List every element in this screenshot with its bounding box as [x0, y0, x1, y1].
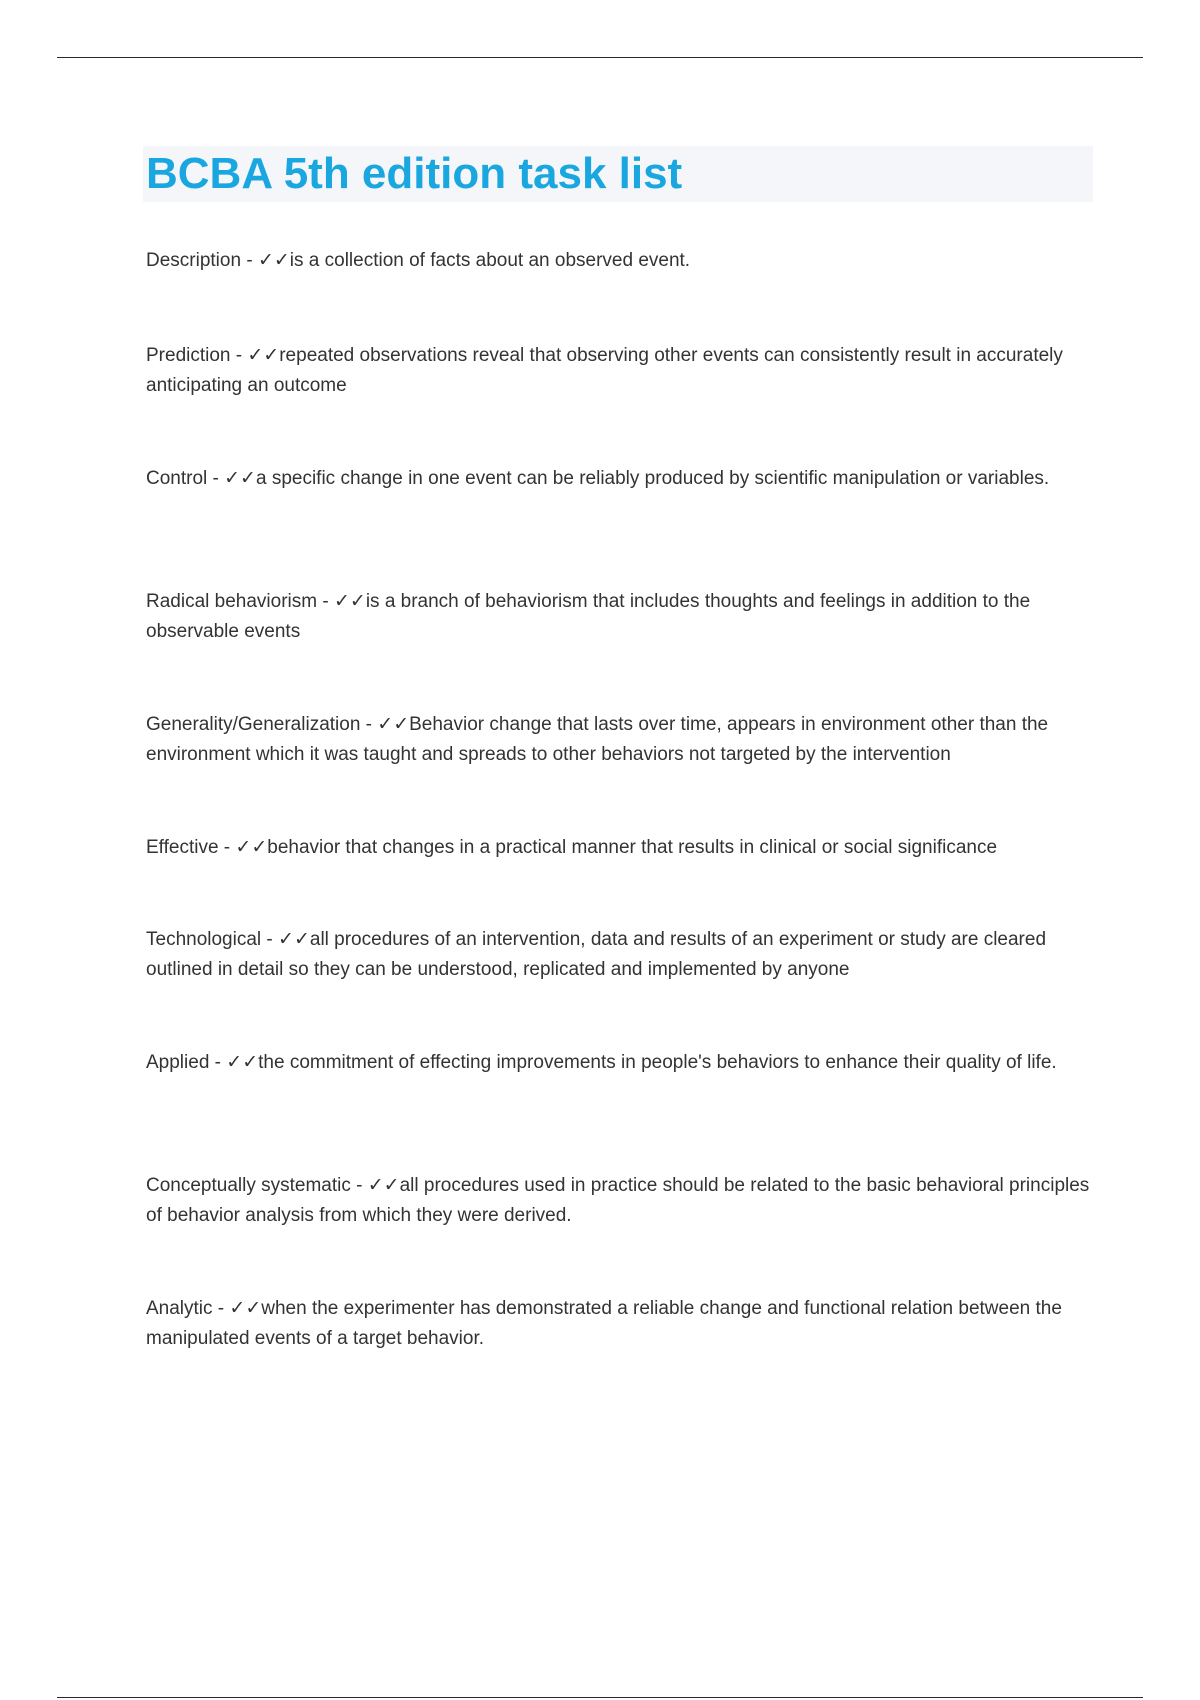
entry-definition: a specific change in one event can be reliably produced by scientific manipulation or variables. [255, 468, 1050, 489]
list-item [146, 833, 1096, 863]
entry-term: Control [146, 468, 208, 489]
page-title: BCBA 5th edition task list [146, 149, 683, 198]
list-item [146, 341, 1096, 401]
entry-definition: is a branch of behaviorism that includes thoughts and feelings in addition to the observable events [146, 591, 1031, 642]
entry-separator: - [218, 837, 236, 858]
check-mark-icon: ✓✓ [224, 468, 256, 489]
entry-term: Conceptually systematic [146, 1175, 351, 1196]
entry-separator: - [209, 1052, 227, 1073]
entry-term: Applied [146, 1052, 210, 1073]
entry-separator: - [261, 929, 279, 950]
entry-separator: - [360, 714, 378, 735]
entry-term: Prediction [146, 345, 231, 366]
check-mark-icon: ✓✓ [278, 929, 310, 950]
entry-definition: repeated observations reveal that observing other events can consistently result in accurately anticipating an outcome [146, 345, 1063, 396]
entry-term: Generality/Generalization [146, 714, 361, 735]
list-item [146, 925, 1096, 985]
check-mark-icon: ✓✓ [247, 345, 280, 366]
entry-term: Technological [146, 929, 262, 950]
bottom-rule [57, 1697, 1143, 1698]
entry-separator: - [207, 468, 225, 489]
entry-term: Analytic [146, 1298, 213, 1319]
entry-definition: all procedures used in practice should be related to the basic behavioral principles of behavior analysis from which they were derived. [146, 1175, 1090, 1226]
entry-definition: the commitment of effecting improvements in people's behaviors to enhance their quality of life. [258, 1052, 1057, 1073]
list-item [146, 1171, 1096, 1231]
entry-separator: - [241, 250, 258, 271]
list-item [146, 587, 1096, 647]
check-mark-icon: ✓✓ [367, 1175, 400, 1196]
list-item [146, 1294, 1096, 1354]
list-item [146, 710, 1096, 770]
check-mark-icon: ✓✓ [333, 591, 366, 612]
entry-term: Description [146, 250, 242, 271]
list-item [146, 464, 1096, 494]
top-rule [57, 57, 1143, 58]
entry-separator: - [212, 1298, 230, 1319]
entry-definition: Behavior change that lasts over time, appears in environment other than the environment which it was taught and spreads to other behaviors not targeted by the intervention [146, 714, 1049, 765]
check-mark-icon: ✓✓ [235, 837, 268, 858]
entry-separator: - [350, 1175, 368, 1196]
entry-term: Radical behaviorism [146, 591, 318, 612]
entry-definition: is a collection of facts about an observed event. [289, 250, 691, 271]
list-item [146, 1048, 1096, 1078]
entry-separator: - [230, 345, 248, 366]
entry-term: Effective [146, 837, 219, 858]
check-mark-icon: ✓✓ [257, 250, 290, 271]
list-item [146, 246, 1096, 276]
check-mark-icon: ✓✓ [377, 714, 410, 735]
check-mark-icon: ✓✓ [226, 1052, 259, 1073]
entry-definition: when the experimenter has demonstrated a reliable change and functional relation between the manipulated events of a target behavior. [146, 1298, 1062, 1349]
entry-separator: - [317, 591, 334, 612]
entry-definition: behavior that changes in a practical manner that results in clinical or social significance [267, 837, 998, 858]
check-mark-icon: ✓✓ [229, 1298, 262, 1319]
entry-definition: all procedures of an intervention, data and results of an experiment or study are cleared outlined in detail so they can be understood, replicated and implemented by anyone [146, 929, 1047, 980]
